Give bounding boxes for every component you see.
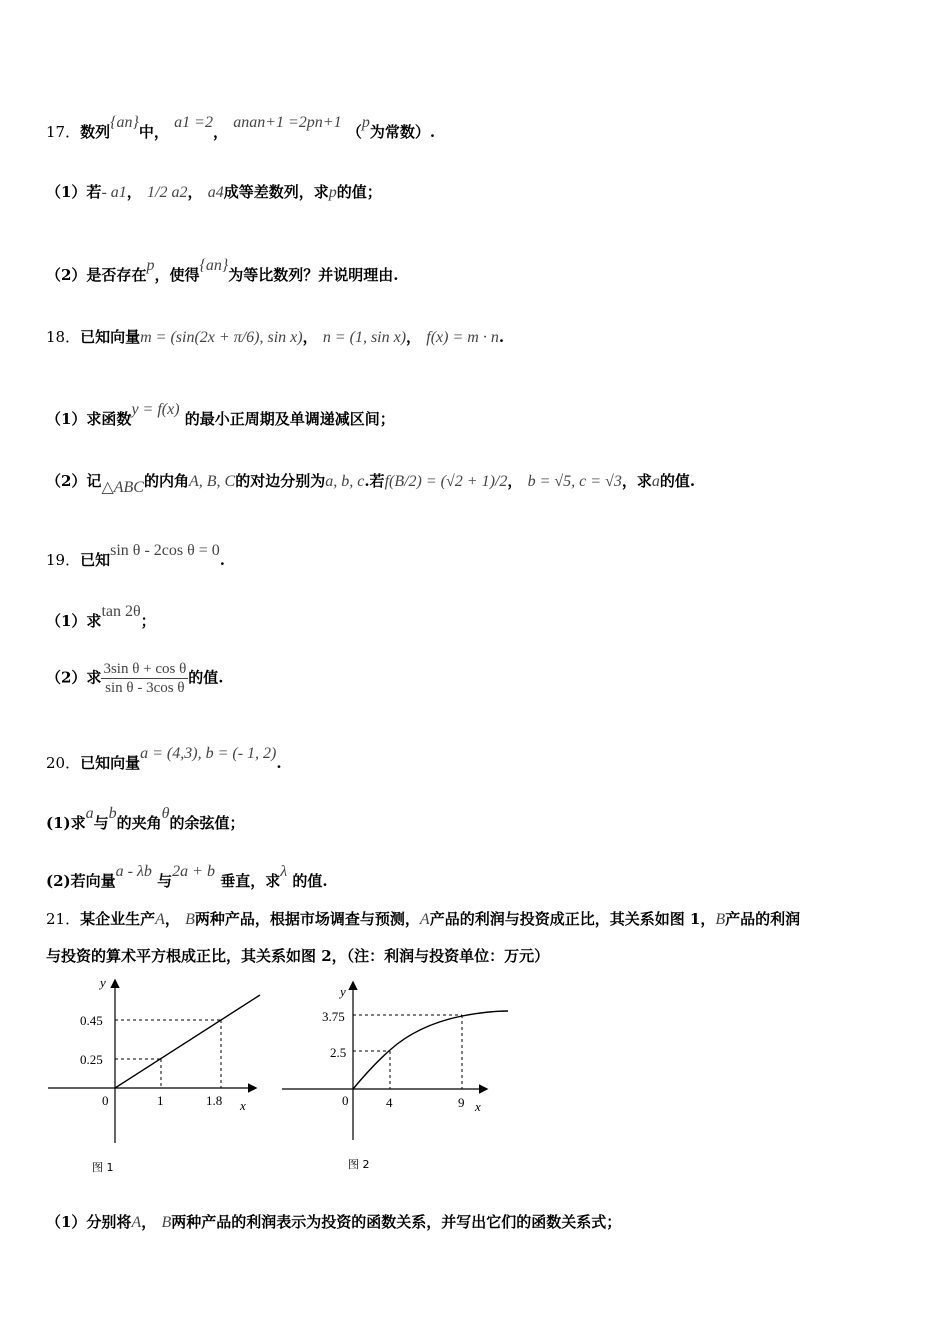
fig2-curve (353, 1011, 508, 1089)
q18-f: f(x) = m · n (426, 329, 499, 346)
q20-vectors: a = (4,3), b = (- 1, 2) (140, 745, 277, 762)
q17-recurrence: anan+1 =2pn+1 (233, 114, 342, 131)
fig1-caption: 图 1 (92, 1161, 114, 1174)
fig2-caption: 图 2 (348, 1158, 370, 1171)
q17-stem: 17．数列{an}中， a1 =2， anan+1 =2pn+1 （p为常数）. (46, 114, 436, 141)
q17-seq: {an} (110, 114, 139, 131)
fig1-y-label: y (100, 975, 106, 990)
q19-number: 19． (46, 551, 81, 569)
fig2-tick-label: 9 (458, 1095, 465, 1110)
fig1-tick-label: 1 (157, 1093, 164, 1108)
q19-condition: sin θ - 2cos θ = 0 (110, 542, 220, 559)
q18-part2: （2）记△ABC的内角A, B, C的对边分别为a, b, c.若f(B/2) = (√2 + 1)/2， b = √5, c = √3，求a的值. (46, 472, 696, 496)
q17-number: 17． (46, 123, 81, 141)
fig2-x-label: x (475, 1099, 481, 1114)
q18-vector-m: m = (sin(2x + π/6), sin x) (140, 329, 303, 346)
figure-1 (40, 975, 270, 1175)
q18-number: 18． (46, 328, 81, 346)
q21-number: 21． (46, 910, 81, 928)
fig1-tick-label: 0.45 (80, 1013, 103, 1028)
fig2-tick-label: 3.75 (322, 1009, 345, 1024)
q18-stem: 18．已知向量m = (sin(2x + π/6), sin x)， n = (1, sin x)， f(x) = m · n. (46, 328, 505, 346)
q19-stem: 19．已知sin θ - 2cos θ = 0. (46, 542, 226, 569)
q19-part2: （2）求 $\frac{\text{3sin θ + cos θ}}{\text{sin θ - 3cos θ}}$ 的值. (46, 661, 224, 696)
q21-part1: （1）分别将A， B两种产品的利润表示为投资的函数关系，并写出它们的函数关系式； (46, 1213, 622, 1231)
figure-2 (278, 975, 518, 1175)
q17-a1: a1 =2 (174, 114, 213, 131)
q21-stem-line1: 21．某企业生产A， B两种产品，根据市场调查与预测，A产品的利润与投资成正比，其关系如图 1，B产品的利润 (46, 910, 801, 928)
q21-stem-line2: 与投资的算术平方根成正比，其关系如图 2，（注：利润与投资单位：万元） (46, 947, 550, 965)
svg-text:0: 0 (102, 1093, 109, 1108)
q20-part1: (1)求a与b的夹角θ的余弦值； (46, 805, 245, 832)
q19-fraction: $\frac{\text{3sin θ + cos θ}}{\text{sin θ - 3cos θ}}$ (103, 661, 187, 696)
q19-part1: （1）求tan 2θ； (46, 603, 156, 630)
q20-stem: 20．已知向量a = (4,3), b = (- 1, 2). (46, 745, 282, 772)
fig1-line (115, 995, 260, 1088)
fig1-tick-label: 1.8 (206, 1093, 223, 1108)
q18-vector-n: n = (1, sin x) (322, 329, 407, 346)
fig2-tick-label: 4 (386, 1095, 393, 1110)
fig1-tick-label: 0.25 (80, 1052, 103, 1067)
q17-part2: （2）是否存在p，使得{an}为等比数列？并说明理由. (46, 257, 399, 284)
q20-number: 20． (46, 754, 81, 772)
fig2-tick-label: 2.5 (330, 1045, 347, 1060)
fig1-x-label: x (240, 1098, 246, 1113)
q17-part1: （1）若- a1， 1/2 a2， a4成等差数列，求p的值； (46, 183, 382, 201)
q18-condition: f(B/2) = (√2 + 1)/2 (384, 473, 508, 490)
q20-part2: (2)若向量a - λb 与2a + b 垂直，求λ 的值. (46, 863, 328, 890)
svg-text:0: 0 (342, 1093, 349, 1108)
fig2-y-label: y (340, 984, 346, 999)
q18-part1: （1）求函数y = f(x) 的最小正周期及单调递减区间； (46, 401, 395, 428)
q17-half-a2: 1/2 a2 (147, 184, 188, 201)
